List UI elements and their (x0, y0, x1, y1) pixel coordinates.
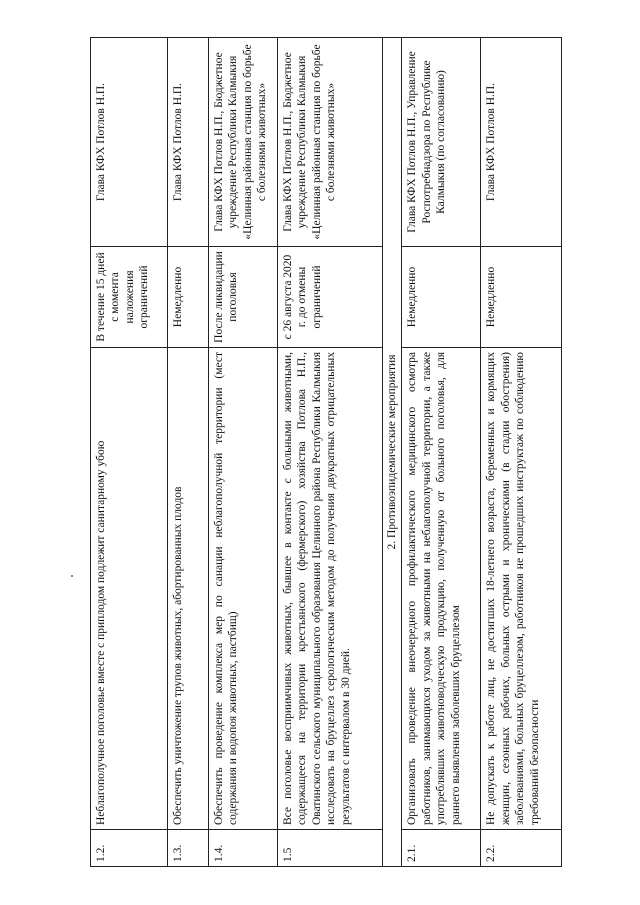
responsible-cell: Глава КФХ Потлов Н.П., Управление Роспотребнадзора по Республике Калмыкия (по согласованию) (402, 38, 481, 247)
responsible-cell: Глава КФХ Потлов Н.П. (481, 38, 562, 247)
measure-text: Обеспечить уничтожение трупов животных, абортированных плодов (168, 348, 209, 830)
deadline-cell: Немедленно (402, 247, 481, 348)
responsible-cell: Глава КФХ Потлов Н.П. (91, 38, 168, 247)
table-row (168, 38, 209, 867)
measure-text: Неблагополучное поголовье вместе с приплодом подлежит санитарному убою (91, 348, 168, 830)
table-row (481, 38, 562, 867)
table-row (91, 38, 168, 867)
section-header-row (383, 38, 402, 867)
row-number: 1.5 (278, 830, 383, 867)
row-number: 1.3. (168, 830, 209, 867)
row-number: 2.1. (402, 830, 481, 867)
responsible-cell: Глава КФХ Потлов Н.П. (168, 38, 209, 247)
row-number: 1.4. (209, 830, 278, 867)
row-number: 2.2. (481, 830, 562, 867)
measure-text: Не допускать к работе лиц, не достигших 18-летнего возраста, беременных и кормящих женщин, сезонных рабочих, больных острыми и хроническими (в стадии обострения) заболеваниями, больных бруцеллезом, работников не прошедших инструктаж по соблюдению требований безопасности (481, 348, 562, 830)
responsible-cell: Глава КФХ Потлов Н.П., Бюджетное учреждение Республики Калмыкия «Целинная районная станция по борьбе с болезнями животных» (209, 38, 278, 247)
table-row (402, 38, 481, 867)
deadline-cell: В течение 15 дней с момента наложения ограничений (91, 247, 168, 348)
measures-table (90, 37, 562, 867)
responsible-cell: Глава КФХ Потлов Н.П., Бюджетное учреждение Республики Калмыкия «Целинная районная станция по борьбе с болезнями животных» (278, 38, 383, 247)
section-title: 2. Противоэпидемические мероприятия (383, 38, 402, 867)
measure-text: Обеспечить проведение комплекса мер по санации неблагополучной территории (мест содержания и водопоя животных, пастбищ) (209, 348, 278, 830)
row-number: 1.2. (91, 830, 168, 867)
scan-speck (71, 575, 73, 577)
deadline-cell: После ликвидации поголовья (209, 247, 278, 348)
measure-text: Все поголовье восприимчивых животных, бывшее в контакте с больными животными, содержащееся на территории крестьянского (фермерского) хозяйства Потлова Н.П., Оватинского сельского муниципального образования Целинного района Республики Калмыкия исследовать на бруцеллез серологическим методом до получения двукратных отрицательных результатов с интервалом в 30 дней. (278, 348, 383, 830)
measure-text: Организовать проведение внеочередного профилактического медицинского осмотра работников, занимающихся уходом за животными на неблагополучной территории, а также употреблявших животноводческую продукцию, полученную от больного поголовья, для раннего выявления заболевших бруцеллезом (402, 348, 481, 830)
table-row (278, 38, 383, 867)
rotated-page (90, 37, 550, 867)
deadline-cell: Немедленно (481, 247, 562, 348)
deadline-cell: Немедленно (168, 247, 209, 348)
deadline-cell: с 26 августа 2020 г. до отмены ограничений (278, 247, 383, 348)
table-row (209, 38, 278, 867)
